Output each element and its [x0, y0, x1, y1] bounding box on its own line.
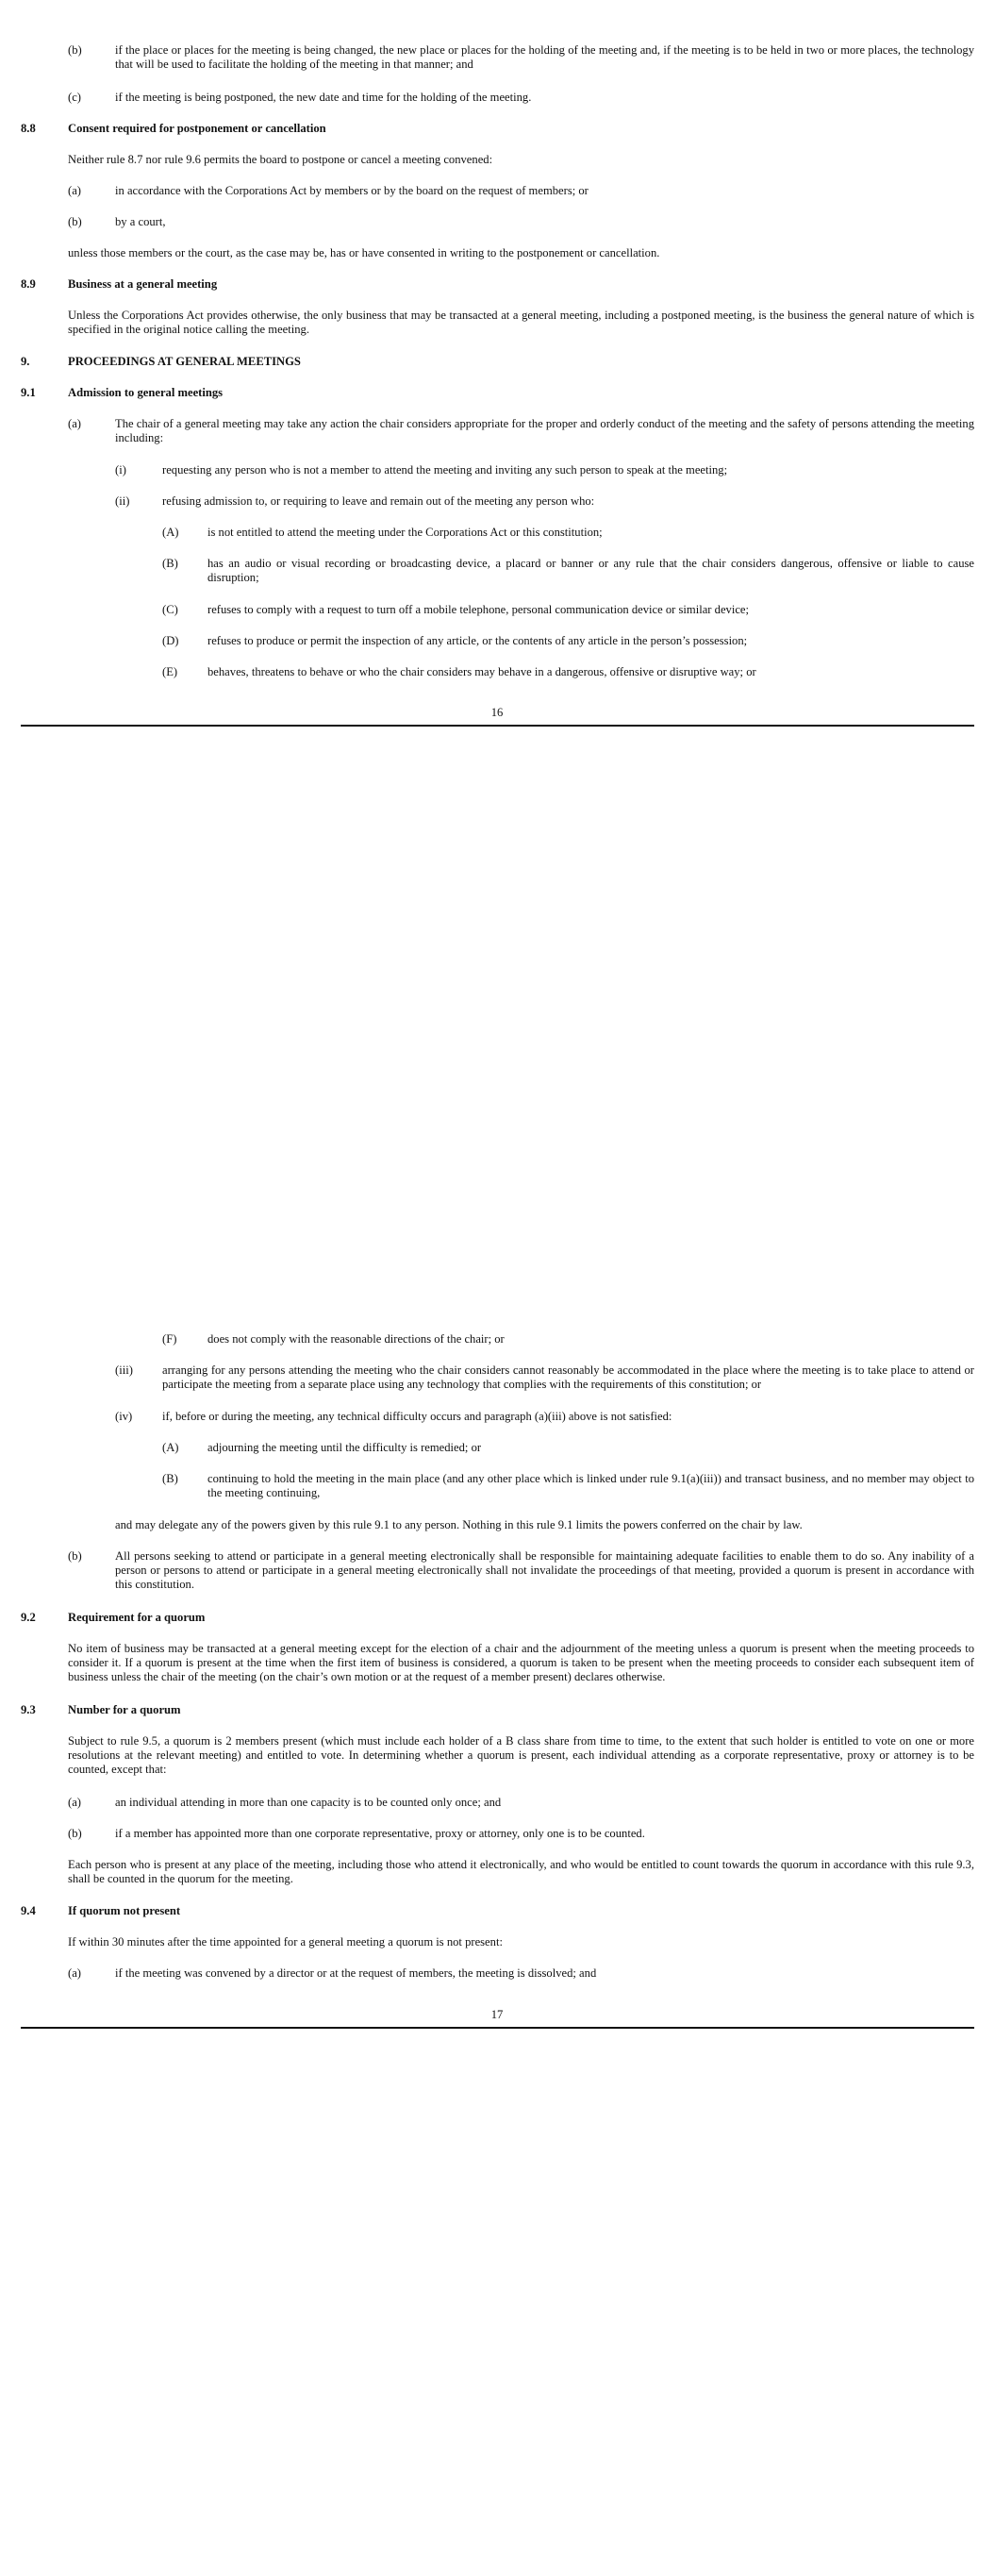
para-text: is not entitled to attend the meeting under the Corporations Act or this constitution;	[207, 526, 603, 539]
section-number: 9.2	[21, 1611, 36, 1624]
para-text: refusing admission to, or requiring to leave and remain out of the meeting any person who:	[162, 494, 595, 508]
para-text: if the meeting was convened by a director or at the request of members, the meeting is dissolved; and	[115, 1966, 597, 1980]
section-number: 9.1	[21, 386, 36, 399]
page-divider	[21, 2027, 974, 2029]
para-text: arranging for any persons attending the meeting who the chair considers cannot reasonably be accommodated in the place where the meeting is to take place to attend or participate the meeting from a separate place using any technology that complies with the requirements of this constitution; or	[162, 1363, 974, 1391]
para-text: does not comply with the reasonable directions of the chair; or	[207, 1332, 505, 1346]
para-label: (A)	[162, 526, 179, 539]
para-text: if the place or places for the meeting is being changed, the new place or places for the holding of the meeting and, if the meeting is to be held in two or more places, the technology that will be used to facilitate the holding of the meeting in that manner; and	[115, 43, 974, 71]
para-label: (E)	[162, 665, 178, 678]
para-text: if, before or during the meeting, any technical difficulty occurs and paragraph (a)(iii) above is not satisfied:	[162, 1410, 672, 1423]
para-text: refuses to comply with a request to turn off a mobile telephone, personal communication device or similar device;	[207, 603, 750, 616]
body-paragraph: Each person who is present at any place of the meeting, including those who attend it electronically, and who would be entitled to count towards the quorum in accordance with this rule 9.3, shall be counted in the quorum for the meeting.	[68, 1858, 974, 1885]
section-heading: Requirement for a quorum	[68, 1611, 206, 1624]
body-paragraph: No item of business may be transacted at a general meeting except for the election of a chair and the adjournment of the meeting unless a quorum is present when the meeting proceeds to consider it. If a quorum is present at the time when the first item of business is considered, a quorum is taken to be present when the meeting proceeds to consider each subsequent item of business unless the chair of the meeting (on the chair’s own motion or at the request of a member present) declares otherwise.	[68, 1642, 974, 1683]
para-text: The chair of a general meeting may take any action the chair considers appropriate for the proper and orderly conduct of the meeting and the safety of persons attending the meeting including:	[115, 417, 974, 444]
page-divider	[21, 725, 974, 727]
page-number: 16	[490, 706, 504, 719]
para-text: adjourning the meeting until the difficulty is remedied; or	[207, 1441, 482, 1454]
para-label: (F)	[162, 1332, 177, 1346]
para-label: (c)	[68, 91, 81, 104]
para-label: (B)	[162, 1472, 178, 1485]
section-number: 8.9	[21, 277, 36, 291]
section-number: 9.4	[21, 1904, 36, 1917]
para-label: (iii)	[115, 1363, 133, 1377]
body-paragraph: Subject to rule 9.5, a quorum is 2 members present (which must include each holder of a B class share from time to time, to the extent that such holder is entitled to vote on one or more resolutions at the relevant meeting) and entitled to vote. In determining whether a quorum is present, each individual attending as a corporate representative, proxy or attorney is to be counted, except that:	[68, 1734, 974, 1776]
para-text: continuing to hold the meeting in the main place (and any other place which is linked under rule 9.1(a)(iii)) and transact business, and no member may object to the meeting continuing,	[207, 1472, 974, 1499]
section-heading: Business at a general meeting	[68, 277, 218, 291]
body-paragraph: If within 30 minutes after the time appointed for a general meeting a quorum is not present:	[68, 1935, 503, 1949]
para-text: if a member has appointed more than one corporate representative, proxy or attorney, only one is to be counted.	[115, 1827, 645, 1840]
para-label: (a)	[68, 184, 81, 197]
section-heading: Number for a quorum	[68, 1703, 181, 1716]
section-heading: PROCEEDINGS AT GENERAL MEETINGS	[68, 355, 301, 368]
section-number: 9.	[21, 355, 30, 368]
para-label: (i)	[115, 463, 126, 477]
section-number: 8.8	[21, 122, 36, 135]
body-paragraph: Unless the Corporations Act provides otherwise, the only business that may be transacted at a general meeting, including a postponed meeting, is the business the general nature of which is specified in the original notice calling the meeting.	[68, 309, 974, 336]
para-label: (b)	[68, 1827, 82, 1840]
para-label: (ii)	[115, 494, 130, 508]
para-text: has an audio or visual recording or broadcasting device, a placard or banner or any rule that the chair considers dangerous, offensive or liable to cause disruption;	[207, 557, 974, 584]
para-text: if the meeting is being postponed, the new date and time for the holding of the meeting.	[115, 91, 532, 104]
para-label: (A)	[162, 1441, 179, 1454]
para-text: refuses to produce or permit the inspection of any article, or the contents of any article in the person’s possession;	[207, 634, 748, 647]
body-paragraph: unless those members or the court, as the case may be, has or have consented in writing to the postponement or cancellation.	[68, 246, 660, 259]
para-text: in accordance with the Corporations Act by members or by the board on the request of members; or	[115, 184, 589, 197]
para-text: requesting any person who is not a member to attend the meeting and inviting any such person to speak at the meeting;	[162, 463, 728, 477]
para-label: (a)	[68, 1796, 81, 1809]
section-heading: If quorum not present	[68, 1904, 181, 1917]
para-label: (b)	[68, 43, 82, 57]
para-label: (C)	[162, 603, 178, 616]
body-paragraph: and may delegate any of the powers given by this rule 9.1 to any person. Nothing in this rule 9.1 limits the powers conferred on the chair by law.	[115, 1518, 803, 1531]
para-text: by a court,	[115, 215, 166, 228]
para-text: an individual attending in more than one capacity is to be counted only once; and	[115, 1796, 502, 1809]
para-label: (a)	[68, 1966, 81, 1980]
section-heading: Consent required for postponement or cancellation	[68, 122, 326, 135]
section-heading: Admission to general meetings	[68, 386, 224, 399]
body-paragraph: Neither rule 8.7 nor rule 9.6 permits the board to postpone or cancel a meeting convened:	[68, 153, 493, 166]
para-label: (D)	[162, 634, 179, 647]
para-label: (iv)	[115, 1410, 133, 1423]
page-number: 17	[490, 2008, 504, 2021]
para-label: (b)	[68, 215, 82, 228]
para-text: All persons seeking to attend or participate in a general meeting electronically shall be responsible for maintaining adequate facilities to enable them to do so. Any inability of a person or persons to attend or participate in a general meeting electronically shall not invalidate the proceedings of that meeting, provided a quorum is present in accordance with this constitution.	[115, 1549, 974, 1591]
para-label: (B)	[162, 557, 178, 570]
section-number: 9.3	[21, 1703, 36, 1716]
para-text: behaves, threatens to behave or who the chair considers may behave in a dangerous, offensive or disruptive way; or	[207, 665, 756, 678]
para-label: (a)	[68, 417, 81, 430]
para-label: (b)	[68, 1549, 82, 1563]
